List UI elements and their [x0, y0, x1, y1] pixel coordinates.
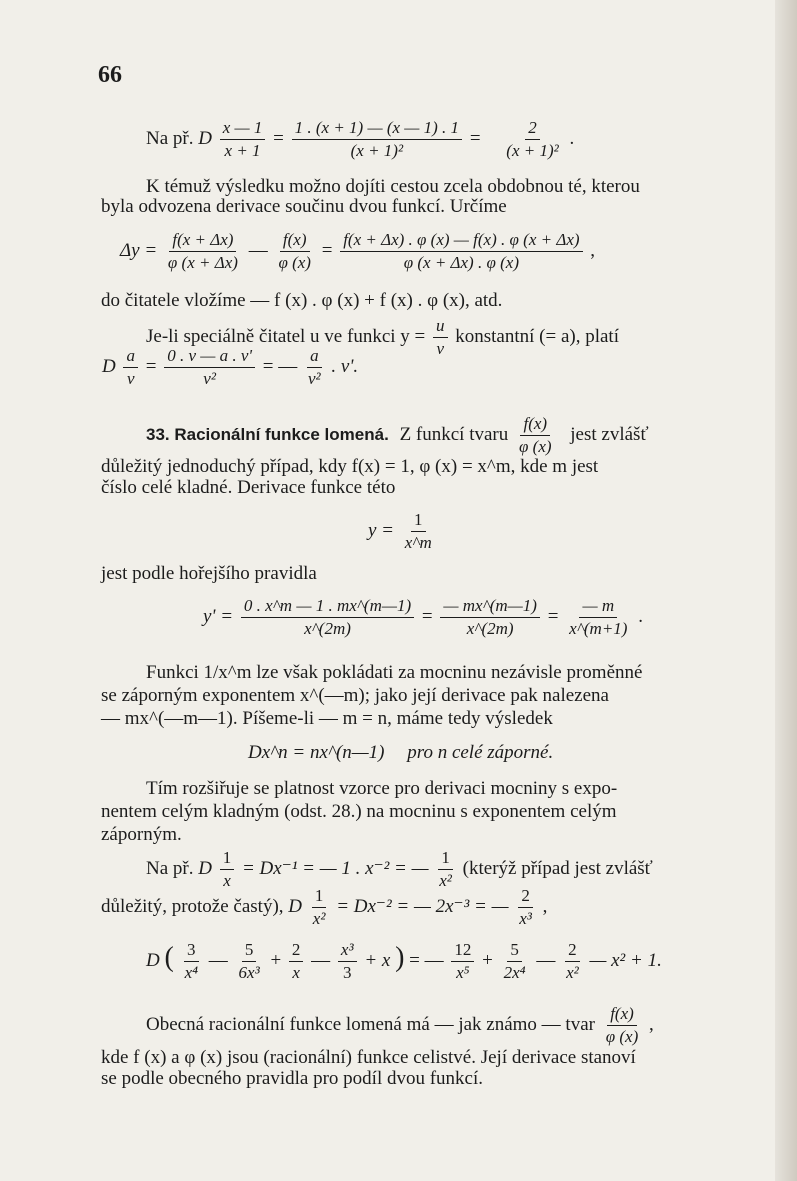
y-prime-equation: y' = $\frac{0 . x\^{}m — 1 . mx\^{}(m—1)}{x\^{}(2m)}$ = $\frac{— mx\^{}(m—1)}{x\^{}(2m)}$ = $\frac{— m}{x\^{}(m+1)}$ . [203, 596, 643, 638]
page-edge-shadow [775, 0, 797, 1181]
page-number: 66 [98, 62, 122, 88]
para2-line2: se záporným exponentem x^(—m); jako její derivace pak nalezena [101, 685, 609, 706]
para5-line2: se podle obecného pravidla pro podíl dvou funkcí. [101, 1068, 484, 1089]
fraction: $\frac{a}{v}$ [123, 346, 138, 389]
fraction: $\frac{f(x)}{\varphi (x)}$ [278, 230, 311, 272]
fraction: $\frac{1 . (x + 1) — (x — 1) . 1}{\text{(x + 1)²}}$ [292, 118, 462, 161]
fraction: $\frac{1}{x}$ [220, 848, 235, 891]
fraction: $\frac{f(x + \Delta x) . \varphi (x) — f(x) . \varphi (x + \Delta x)}{\varphi (x + \Delta x) . \varphi (x)}$ [340, 230, 582, 273]
example-lead: Na př. [146, 127, 194, 149]
para4: Obecná racionální funkce lomená má — jak známo — tvar $\frac{f(x)}{\varphi (x)}$ , [146, 1004, 654, 1046]
example-2: Na př. D $\frac{1}{x}$ = Dx⁻¹ = — 1 . x⁻² = — $\frac{1}{\text{x²}}$ (kterýž případ jest zvlášť [146, 848, 653, 890]
example-3: důležitý, protože častý), D $\frac{1}{\text{x²}}$ = Dx⁻² = — 2x⁻³ = — $\frac{2}{\text{x³}}$ , [101, 886, 548, 928]
rule-line: jest podle hořejšího pravidla [101, 563, 317, 584]
para3-line2: nentem celým kladným (odst. 28.) na mocninu s exponentem celým [101, 801, 617, 822]
y-equals-one-over-xm: y = $\frac{1}{x\^{}m}$ [368, 510, 438, 553]
power-rule-result: Dx^n = nx^(n—1) pro n celé záporné. [248, 742, 554, 763]
fraction: $\frac{u}{v}$ [433, 316, 448, 359]
fraction: $\frac{— m}{x\^{}(m+1)}$ [569, 596, 628, 638]
fraction: $\frac{1}{x\^{}m}$ [404, 510, 432, 552]
para33-line2: číslo celé kladné. Derivace funkce této [101, 477, 396, 498]
example-1: Na př. D $\frac{x — 1}{x + 1}$ = $\frac{1 . (x + 1) — (x — 1) . 1}{\text{(x + 1)²}}$ = $\frac{2}{\text{(x + 1)²}}$ . [146, 118, 575, 160]
fraction: $\frac{1}{\text{x²}}$ [312, 886, 326, 928]
fraction: $\frac{f(x)}{\varphi (x)}$ [519, 414, 552, 456]
section-heading: 33. Racionální funkce lomená. [146, 424, 389, 444]
fraction: $\frac{x — 1}{x + 1}$ [220, 118, 266, 161]
derivative-operator: D [198, 127, 212, 149]
para3-line3: záporným. [101, 824, 182, 845]
para5-line1: kde f (x) a φ (x) jsou (racionální) funkce celistvé. Její derivace stanoví [101, 1047, 636, 1068]
fraction: $\frac{— mx\^{}(m—1)}{x\^{}(2m)}$ [440, 596, 540, 639]
big-derivative-equation: D ( $\frac{3}{\text{x⁴}}$ — $\frac{5}{\text{6x³}}$ + $\frac{2}{x}$ — $\frac{\text{x³}}{3}$ + x ) = — $\frac{12}{\text{x⁵}}$ + $\frac{5}{\text{2x⁴}}$ — $\frac{2}{\text{x²}}$ — x² + 1. [146, 940, 662, 982]
fraction: $\frac{0 . v — a . v'}{\text{v²}}$ [164, 346, 255, 389]
delta-y-equation: Δy = $\frac{f(x + \Delta x)}{\varphi (x + \Delta x)}$ — $\frac{f(x)}{\varphi (x)}$ = $\frac{f(x + \Delta x) . \varphi (x) — f(x) . \varphi (x + \Delta x)}{\varphi (x + \Delta x) . \varphi (x)}$ , [120, 230, 596, 272]
fraction: $\frac{1}{\text{x²}}$ [439, 848, 452, 890]
fraction: $\frac{0 . x\^{}m — 1 . mx\^{}(m—1)}{x\^{}(2m)}$ [241, 596, 414, 639]
fraction: $\frac{a}{\text{v²}}$ [308, 346, 321, 388]
para1-line1: K témuž výsledku možno dojíti cestou zcela obdobnou té, kterou [146, 176, 640, 197]
para2-line3: — mx^(—m—1). Píšeme-li — m = n, máme tedy výsledek [101, 708, 553, 729]
section-33-heading-line: 33. Racionální funkce lomená. Z funkcí tvaru $\frac{f(x)}{\varphi (x)}$ jest zvlášť [146, 414, 649, 456]
numerator-note: do čitatele vložíme — f (x) . φ (x) + f (x) . φ (x), atd. [101, 290, 503, 311]
para2-line1: Funkci 1/x^m lze však pokládati za mocninu nezávisle proměnné [146, 662, 643, 683]
special-case-line: Je-li speciálně čitatel u ve funkci y = $\frac{u}{v}$ konstantní (= a), platí [146, 316, 619, 358]
fraction: $\frac{f(x + \Delta x)}{\varphi (x + \Delta x)}$ [167, 230, 238, 272]
fraction: $\frac{2}{\text{(x + 1)²}}$ [506, 118, 559, 160]
para33-line1: důležitý jednoduchý případ, kdy f(x) = 1, φ (x) = x^m, kde m jest [101, 456, 599, 477]
para1-line2: byla odvozena derivace součinu dvou funkcí. Určíme [101, 196, 507, 217]
fraction: $\frac{2}{\text{x³}}$ [519, 886, 532, 928]
quotient-constant-equation: D $\frac{a}{v}$ = $\frac{0 . v — a . v'}{\text{v²}}$ = — $\frac{a}{\text{v²}}$ . v'. [102, 346, 359, 388]
fraction: $\frac{f(x)}{\varphi (x)}$ [605, 1004, 639, 1046]
para3-line1: Tím rozšiřuje se platnost vzorce pro derivaci mocniny s expo- [146, 778, 618, 799]
